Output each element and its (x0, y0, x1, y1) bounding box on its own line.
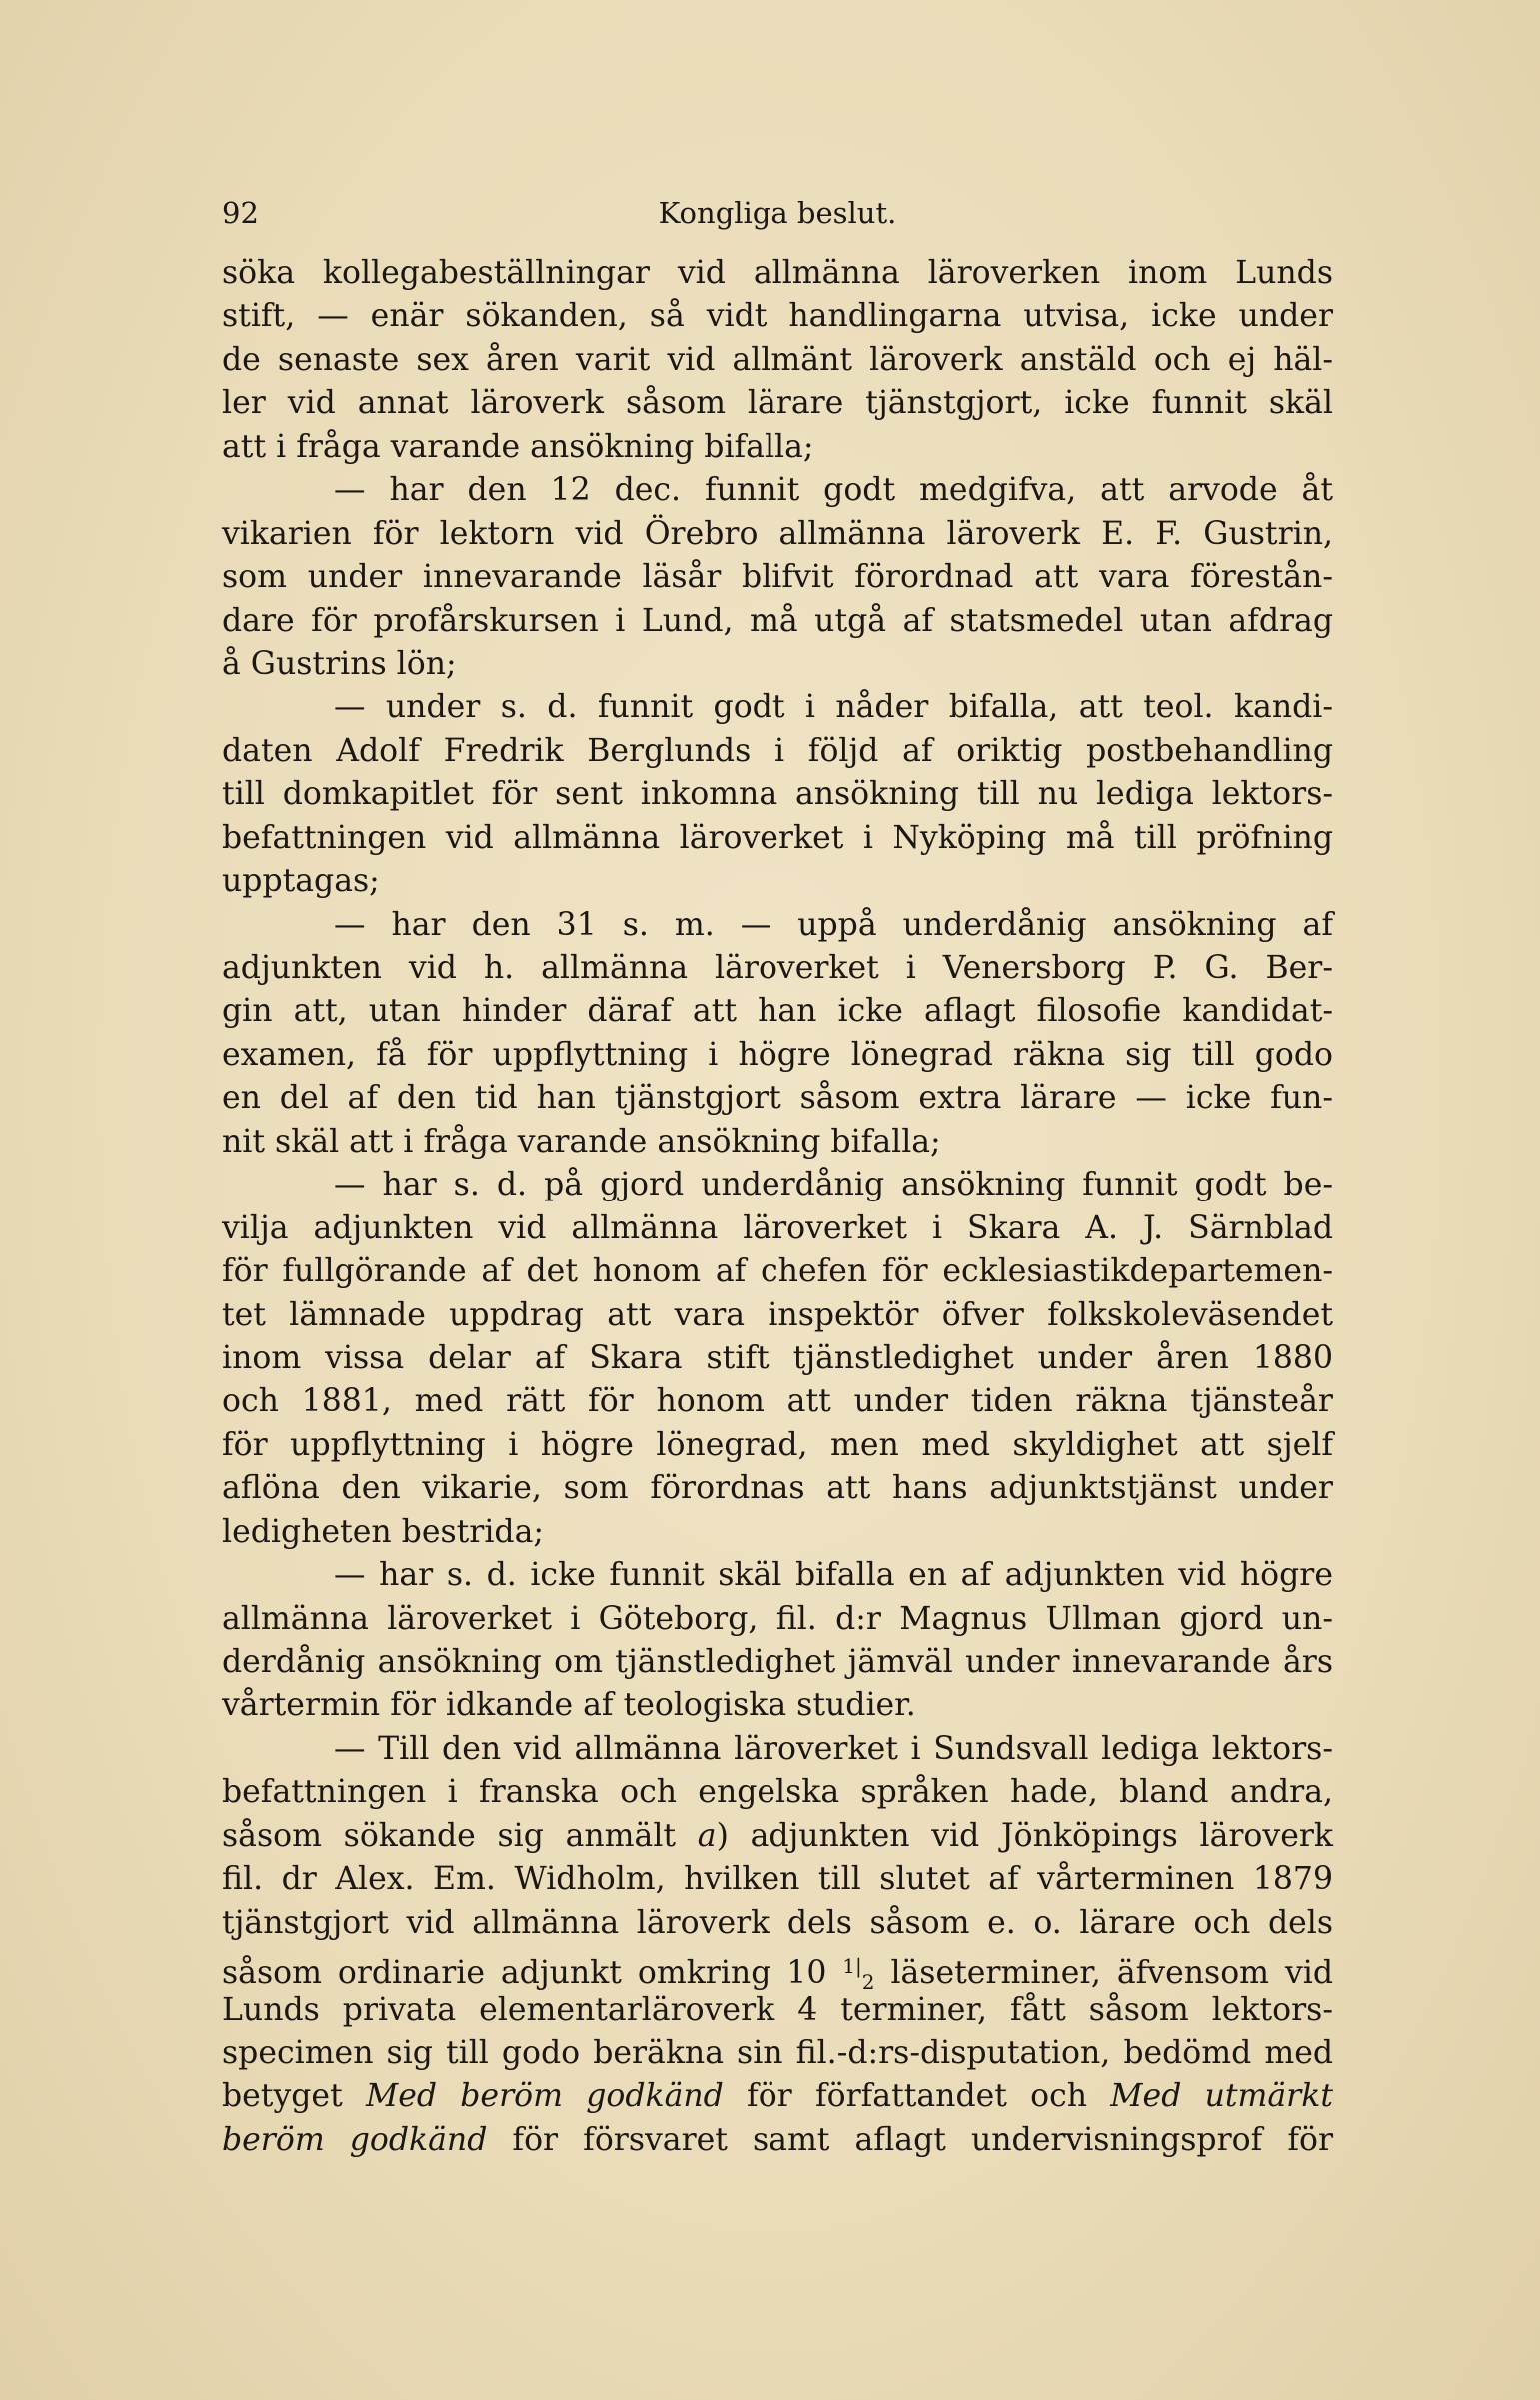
text-line: vikarien för lektorn vid Örebro allmänna läroverk E. F. Gustrin, (222, 515, 1333, 552)
page-number: 92 (222, 196, 259, 230)
text-line: — har s. d. icke funnit skäl bifalla en af adjunkten vid högre (334, 1557, 1333, 1594)
text-line: specimen sig till godo beräkna sin fil.-d:rs-disputation, bedömd med (222, 2034, 1333, 2071)
text-line: och 1881, med rätt för honom att under tiden räkna tjänsteår (222, 1383, 1333, 1420)
text-line: Lunds privata elementarläroverk 4 terminer, fått såsom lektors- (222, 1991, 1333, 2028)
text-line: för uppflyttning i högre lönegrad, men med skyldighet att sjelf (222, 1426, 1333, 1463)
text-line: till domkapitlet för sent inkomna ansökning till nu lediga lektors- (222, 776, 1333, 813)
text-line: gin att, utan hinder däraf att han icke aflagt filosofie kandidat- (222, 993, 1333, 1030)
text-segment: såsom ordinarie adjunkt omkring 10 (222, 1955, 843, 1992)
text-line: att i fråga varande ansökning bifalla; (222, 428, 814, 465)
text-line: allmänna läroverket i Göteborg, fil. d:r Magnus Ullman gjord un- (222, 1600, 1333, 1637)
italic-grade: Med utmärkt (1110, 2078, 1333, 2115)
text-segment: för försvaret samt aflagt undervisningsprof för (487, 2121, 1334, 2158)
page-header (222, 196, 1333, 246)
text-line: — har s. d. på gjord underdånig ansökning funnit godt be- (334, 1167, 1333, 1203)
italic-grade: Med beröm godkänd (365, 2078, 724, 2115)
text-line (222, 1945, 1333, 1995)
text-line: — under s. d. funnit godt i nåder bifalla, att teol. kandi- (334, 689, 1333, 726)
text-line: ler vid annat läroverk såsom lärare tjänstgjort, icke funnit skäl (222, 385, 1333, 422)
text-line (222, 1815, 1333, 1858)
text-line (222, 2075, 1333, 2118)
text-line: ledigheten bestrida; (222, 1513, 544, 1550)
text-line: vårtermin för idkande af teologiska studier. (222, 1687, 916, 1724)
text-line: tet lämnade uppdrag att vara inspektör öfver folkskoleväsendet (222, 1296, 1333, 1333)
text-line: fil. dr Alex. Em. Widholm, hvilken till slutet af vårterminen 1879 (222, 1861, 1333, 1898)
fraction-denominator: 2 (861, 1970, 875, 1995)
text-line: befattningen i franska och engelska språken hade, bland andra, (222, 1774, 1333, 1811)
body-text (222, 252, 1333, 2162)
text-line: söka kollegabeställningar vid allmänna läroverken inom Lunds (222, 255, 1333, 291)
fraction-bar: | (855, 1954, 862, 1979)
text-line: — Till den vid allmänna läroverket i Sundsvall lediga lektors- (334, 1730, 1333, 1767)
text-line: vilja adjunkten vid allmänna läroverket i Skara A. J. Särnblad (222, 1209, 1333, 1246)
text-line: derdånig ansökning om tjänstledighet jämväl under innevarande års (222, 1644, 1333, 1680)
running-head: Kongliga beslut. (658, 196, 897, 230)
text-line: för fullgörande af det honom af chefen för ecklesiastikdepartemen- (222, 1253, 1333, 1290)
text-line: tjänstgjort vid allmänna läroverk dels såsom e. o. lärare och dels (222, 1904, 1333, 1941)
text-line: dare för profårskursen i Lund, må utgå af statsmedel utan afdrag (222, 602, 1333, 639)
text-line: upptagas; (222, 863, 380, 900)
text-line: befattningen vid allmänna läroverket i Nyköping må till pröfning (222, 819, 1333, 856)
text-line: nit skäl att i fråga varande ansökning bifalla; (222, 1123, 941, 1160)
text-line: — har den 31 s. m. — uppå underdånig ansökning af (334, 906, 1333, 943)
text-line: å Gustrins lön; (222, 645, 457, 682)
text-line: de senaste sex åren varit vid allmänt läroverk anstäld och ej häl- (222, 341, 1333, 378)
text-line: en del af den tid han tjänstgjort såsom extra lärare — icke fun- (222, 1080, 1333, 1117)
text-line: adjunkten vid h. allmänna läroverket i Venersborg P. G. Ber- (222, 950, 1333, 986)
text-line: som under innevarande läsår blifvit förordnad att vara förestån- (222, 559, 1333, 596)
text-line: aflöna den vikarie, som förordnas att hans adjunktstjänst under (222, 1470, 1333, 1507)
text-line: examen, få för uppflyttning i högre lönegrad räkna sig till godo (222, 1036, 1333, 1073)
text-segment: ) adjunkten vid Jönköpings läroverk (716, 1817, 1333, 1854)
text-line: — har den 12 dec. funnit godt medgifva, att arvode åt (334, 472, 1333, 509)
text-line (222, 2119, 1333, 2162)
text-segment: betyget (222, 2078, 366, 2115)
text-segment: för författandet och (723, 2078, 1111, 2115)
italic-letter: a (697, 1817, 717, 1854)
text-line: daten Adolf Fredrik Berglunds i följd af oriktig postbehandling (222, 732, 1333, 769)
text-line: inom vissa delar af Skara stift tjänstledighet under åren 1880 (222, 1339, 1333, 1376)
fraction-numerator: 1 (842, 1954, 856, 1979)
text-segment: såsom sökande sig anmält (222, 1817, 698, 1854)
italic-grade: beröm godkänd (222, 2121, 488, 2158)
text-segment: läseterminer, äfvensom vid (874, 1955, 1333, 1992)
text-line: stift, — enär sökanden, så vidt handlingarna utvisa, icke under (222, 298, 1333, 335)
